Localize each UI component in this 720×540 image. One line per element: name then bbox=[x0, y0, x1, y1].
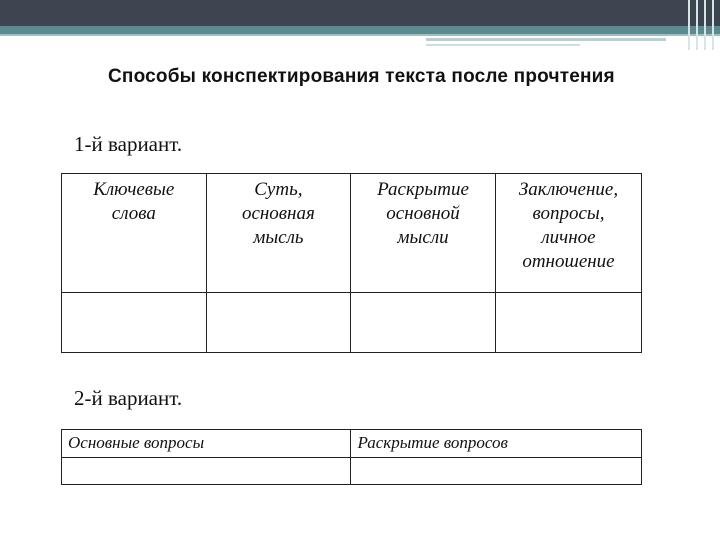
variant-1-label: 1-й вариант. bbox=[74, 132, 183, 156]
slide-corner-decoration bbox=[684, 0, 720, 50]
table-cell-empty bbox=[351, 458, 642, 485]
table-cell-empty bbox=[62, 458, 351, 485]
header-main-questions: Основные вопросы bbox=[62, 430, 351, 458]
table-cell-empty bbox=[495, 293, 641, 353]
table-cell-empty bbox=[206, 293, 350, 353]
slide-accent-line-short bbox=[426, 38, 666, 41]
variant-2-table bbox=[61, 429, 642, 485]
header-main-idea: Суть, основная мысль bbox=[206, 174, 350, 293]
header-keywords: Ключевые слова bbox=[62, 174, 207, 293]
slide-accent-line bbox=[0, 34, 720, 36]
header-questions-development: Раскрытие вопросов bbox=[351, 430, 642, 458]
slide-accent-bar bbox=[0, 26, 720, 34]
table-cell-empty bbox=[351, 293, 496, 353]
page-title: Способы конспектирования текста после прочтения bbox=[108, 66, 615, 87]
header-conclusion: Заключение, вопросы, личное отношение bbox=[495, 174, 641, 293]
table-cell-empty bbox=[62, 293, 207, 353]
variant-2-label: 2-й вариант. bbox=[74, 386, 183, 410]
slide-accent-line-shorter bbox=[426, 44, 580, 46]
slide-top-bar bbox=[0, 0, 720, 26]
variant-1-table bbox=[61, 173, 642, 353]
header-idea-development: Раскрытие основной мысли bbox=[351, 174, 496, 293]
